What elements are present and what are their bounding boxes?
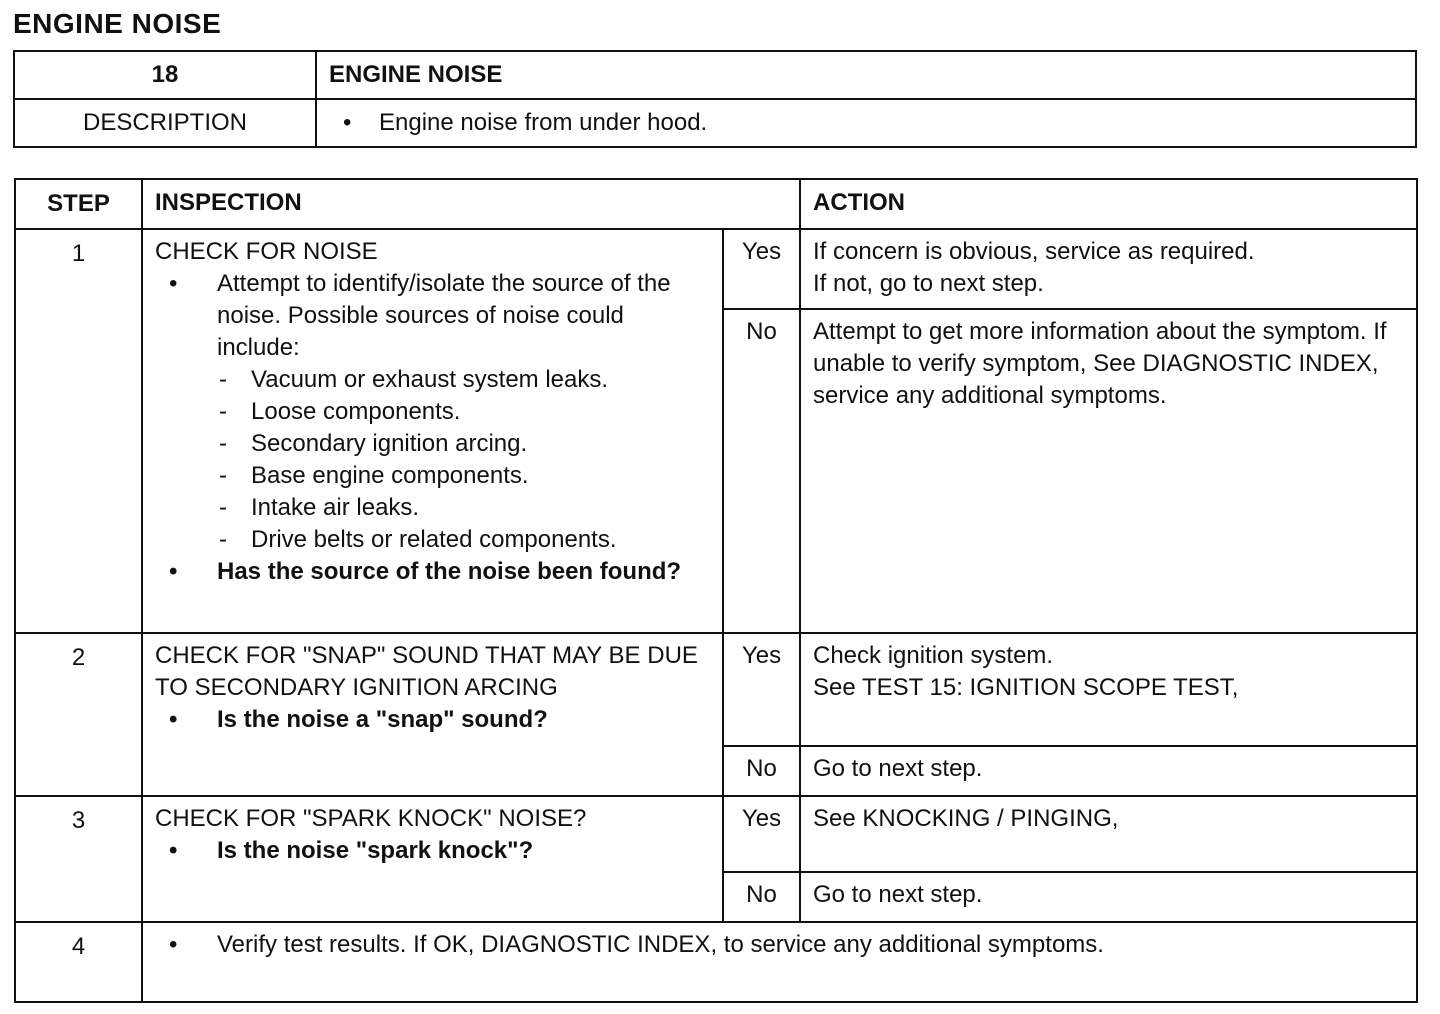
inspection-heading: CHECK FOR "SPARK KNOCK" NOISE? <box>155 805 587 832</box>
page-title: ENGINE NOISE <box>13 8 222 39</box>
header-table <box>13 50 1417 148</box>
inspection-question: • Is the noise a "snap" sound? <box>155 704 710 736</box>
diagnostic-table <box>14 178 1418 1003</box>
action-line: See KNOCKING / PINGING, <box>813 805 1119 832</box>
list-item: - Vacuum or exhaust system leaks. <box>155 364 710 396</box>
table-row <box>15 922 1417 1002</box>
list-item: - Secondary ignition arcing. <box>155 428 710 460</box>
yes-action <box>800 229 1417 309</box>
action-line: If not, go to next step. <box>813 270 1044 297</box>
action-line: Go to next step. <box>813 755 983 782</box>
list-item: - Loose components. <box>155 396 710 428</box>
col-step-header: STEP <box>15 179 142 229</box>
inspection-heading: CHECK FOR "SNAP" SOUND THAT MAY BE DUE TO SECONDARY IGNITION ARCING <box>155 642 698 701</box>
no-action <box>800 872 1417 922</box>
table-row <box>15 229 1417 309</box>
inspection-cell <box>142 796 723 922</box>
table-row <box>15 633 1417 746</box>
inspection-heading: CHECK FOR NOISE <box>155 238 378 265</box>
inspection-bullet: • Attempt to identify/isolate the source of the noise. Possible sources of noise could include: <box>155 268 710 364</box>
col-inspection-header: INSPECTION <box>142 179 800 229</box>
yes-label: Yes <box>723 633 800 746</box>
no-action <box>800 746 1417 796</box>
step-number: 2 <box>15 633 142 796</box>
description-label: DESCRIPTION <box>14 99 316 147</box>
action-line: See TEST 15: IGNITION SCOPE TEST, <box>813 674 1239 701</box>
inspection-question: • Has the source of the noise been found? <box>155 556 710 588</box>
col-action-header: ACTION <box>800 179 1417 229</box>
no-label: No <box>723 746 800 796</box>
table-row <box>15 796 1417 872</box>
description-text: • Engine noise from under hood. <box>329 107 1415 139</box>
yes-action <box>800 796 1417 872</box>
list-item: - Drive belts or related components. <box>155 524 710 556</box>
no-action <box>800 309 1417 633</box>
yes-label: Yes <box>723 229 800 309</box>
no-label: No <box>723 309 800 633</box>
step-number: 3 <box>15 796 142 922</box>
action-line: Check ignition system. <box>813 642 1054 669</box>
no-label: No <box>723 872 800 922</box>
action-line: If concern is obvious, service as required. <box>813 238 1255 265</box>
action-line: Attempt to get more information about the symptom. If unable to verify symptom, See DIAGNOSTIC INDEX, <box>813 318 1387 377</box>
inspection-question: • Is the noise "spark knock"? <box>155 835 710 867</box>
inspection-cell <box>142 229 723 633</box>
list-item: - Base engine components. <box>155 460 710 492</box>
inspection-cell <box>142 633 723 796</box>
yes-label: Yes <box>723 796 800 872</box>
step-number: 1 <box>15 229 142 633</box>
action-line: service any additional symptoms. <box>813 382 1167 409</box>
step-number: 4 <box>15 922 142 1002</box>
inspection-bullet: • Verify test results. If OK, DIAGNOSTIC INDEX, to service any additional symptoms. <box>155 929 1117 961</box>
step-4-text-cell <box>142 922 1417 1002</box>
test-name: ENGINE NOISE <box>316 51 1416 99</box>
test-number: 18 <box>14 51 316 99</box>
list-item: - Intake air leaks. <box>155 492 710 524</box>
yes-action <box>800 633 1417 746</box>
action-line: Go to next step. <box>813 881 983 908</box>
